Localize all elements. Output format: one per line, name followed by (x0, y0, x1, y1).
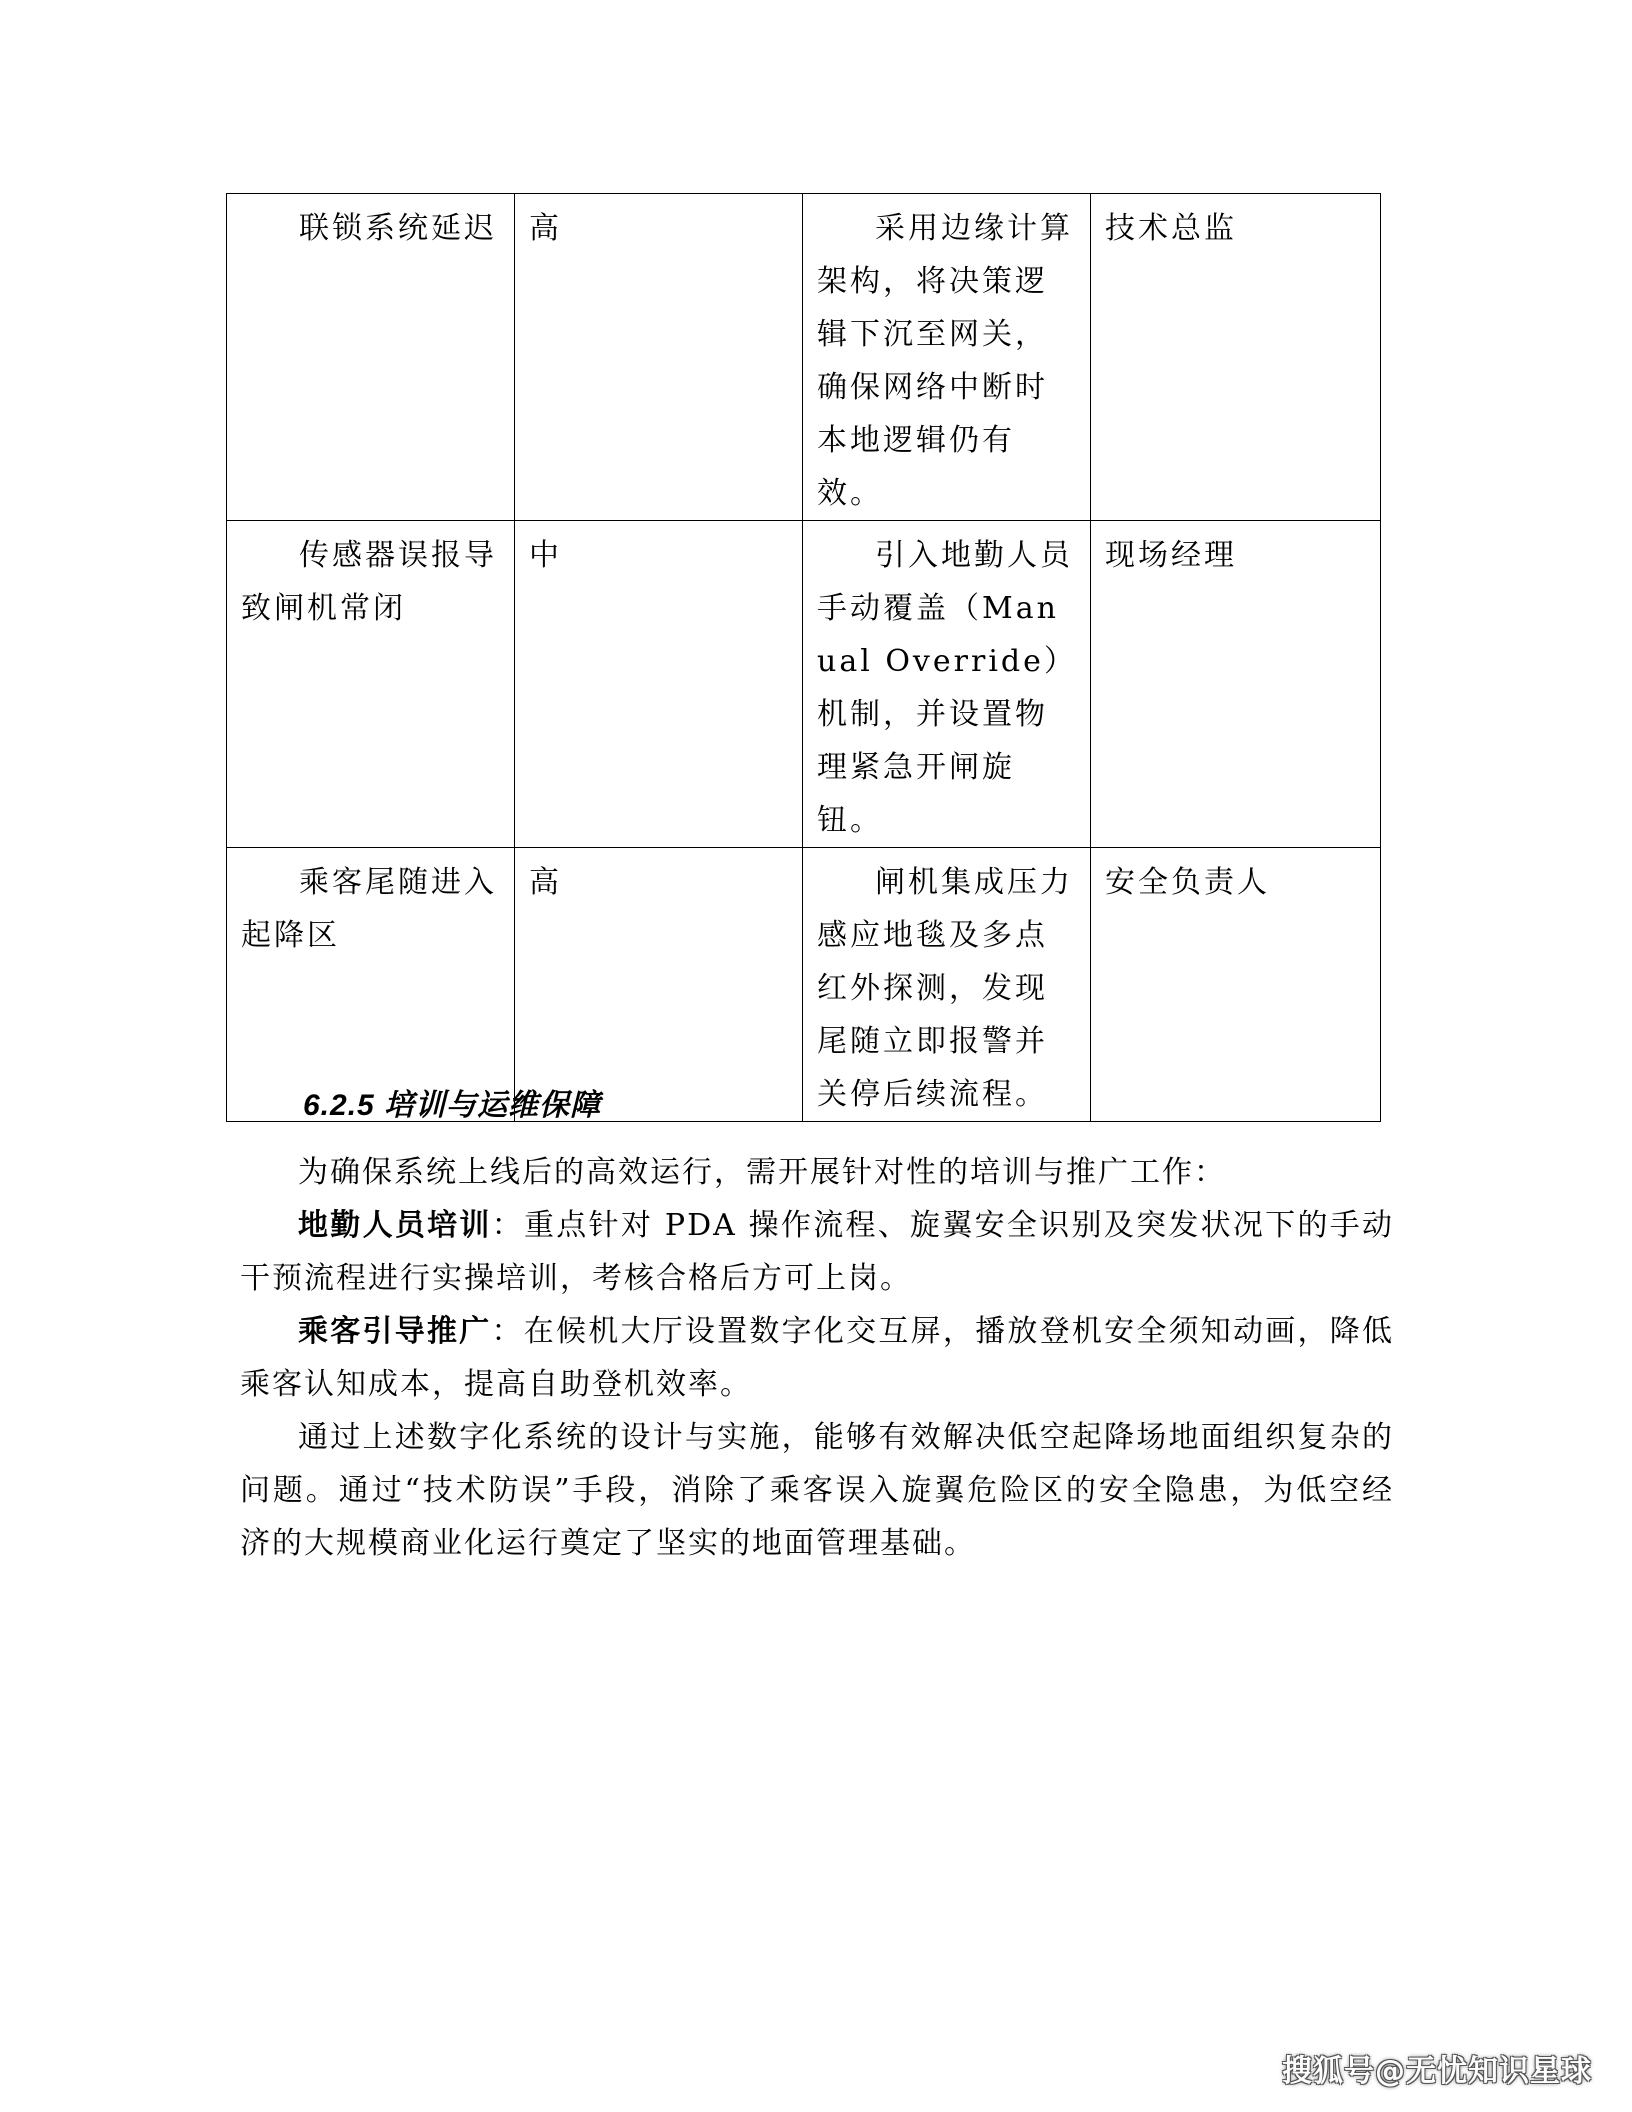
level-cell: 中 (515, 521, 803, 848)
promotion-paragraph (240, 1305, 1394, 1411)
promotion-label: 乘客引导推广 (298, 1314, 492, 1349)
table-row (227, 194, 1381, 521)
measure-cell: 引入地勤人员手动覆盖（Manual Override）机制，并设置物理紧急开闸旋钮。 (803, 521, 1091, 848)
measure-cell: 采用边缘计算架构，将决策逻辑下沉至网关，确保网络中断时本地逻辑仍有效。 (803, 194, 1091, 521)
risk-cell: 联锁系统延迟 (227, 194, 515, 521)
training-label: 地勤人员培训 (298, 1208, 492, 1243)
conclusion-paragraph: 通过上述数字化系统的设计与实施，能够有效解决低空起降场地面组织复杂的问题。通过“技术防误”手段，消除了乘客误入旋翼危险区的安全隐患，为低空经济的大规模商业化运行奠定了坚实的地面管理基础。 (240, 1420, 1394, 1561)
measure-cell: 闸机集成压力感应地毯及多点红外探测，发现尾随立即报警并关停后续流程。 (803, 848, 1091, 1122)
training-text: ：重点针对 PDA 操作流程、旋翼安全识别及突发状况下的手动干预流程进行实操培训，考核合格后方可上岗。 (240, 1208, 1395, 1296)
section-body (240, 1146, 1394, 1570)
watermark: 搜狐号@无忧知识星球 (1282, 2054, 1592, 2089)
intro-paragraph: 为确保系统上线后的高效运行，需开展针对性的培训与推广工作： (298, 1155, 1226, 1190)
risk-table (226, 193, 1381, 1122)
training-paragraph (240, 1199, 1394, 1305)
promotion-text: ：在候机大厅设置数字化交互屏，播放登机安全须知动画，降低乘客认知成本，提高自助登机效率。 (240, 1314, 1395, 1402)
owner-cell: 安全负责人 (1091, 848, 1381, 1122)
risk-cell: 乘客尾随进入起降区 (227, 848, 515, 1122)
level-cell: 高 (515, 848, 803, 1122)
owner-cell: 现场经理 (1091, 521, 1381, 848)
risk-cell: 传感器误报导致闸机常闭 (227, 521, 515, 848)
section-heading: 6.2.5 培训与运维保障 (303, 1089, 602, 1122)
owner-cell: 技术总监 (1091, 194, 1381, 521)
level-cell: 高 (515, 194, 803, 521)
table-row (227, 848, 1381, 1122)
table-row (227, 521, 1381, 848)
